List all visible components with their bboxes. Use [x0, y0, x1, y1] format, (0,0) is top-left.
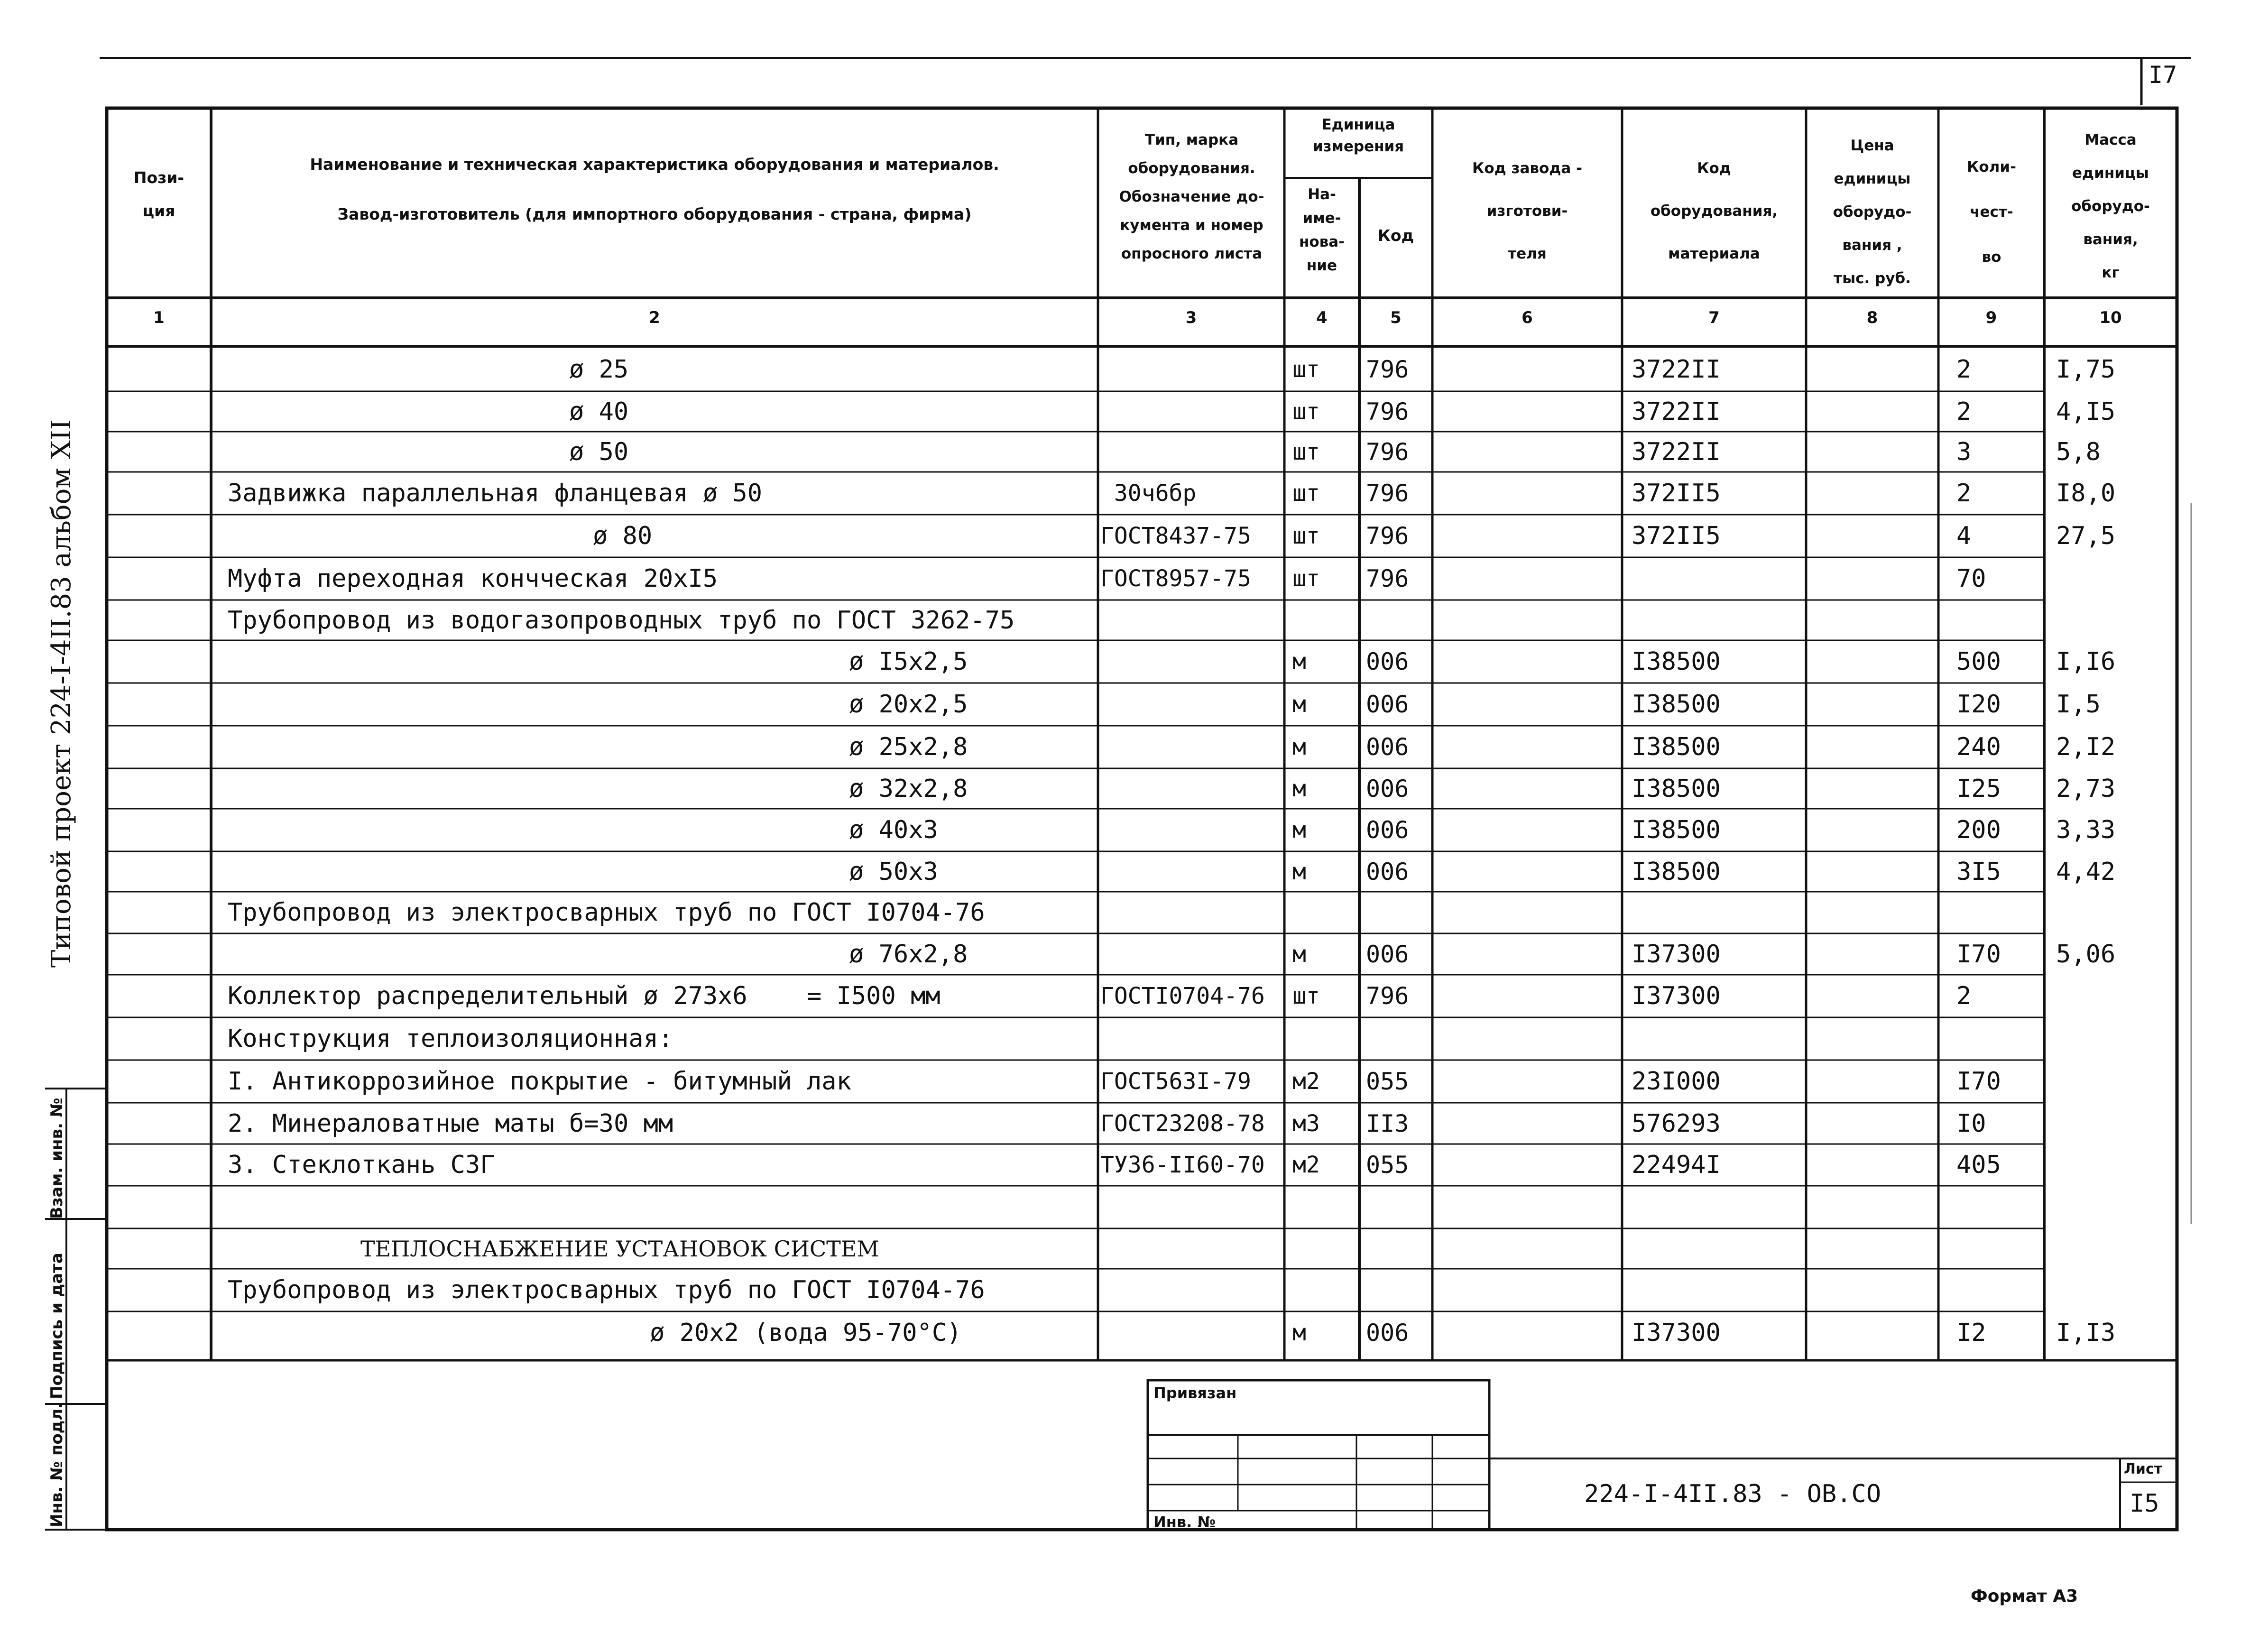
row-code: II3	[1366, 1109, 1409, 1137]
row-code: 006	[1366, 1319, 1409, 1347]
sheet-corner-number: I7	[2149, 61, 2177, 89]
row-mat: 3722II	[1632, 437, 1721, 466]
row-qty: I70	[1956, 1067, 2001, 1096]
row-mat: I38500	[1632, 647, 1721, 676]
row-qty: 2	[1956, 355, 1972, 384]
row-name: ø 40	[569, 397, 629, 426]
row-qty: I0	[1956, 1109, 1986, 1138]
row-code: 006	[1366, 858, 1409, 886]
header-unit-price-line: единицы	[1834, 170, 1911, 187]
column-number: 7	[1708, 308, 1720, 327]
header-type-line: опросного листа	[1121, 245, 1263, 262]
header-quantity-line: чест-	[1970, 203, 2013, 221]
row-qty: 200	[1956, 816, 2001, 844]
header-unit-price-line: вания ,	[1842, 237, 1902, 254]
row-name: ø 32x2,8	[849, 774, 968, 803]
row-unit: шт	[1292, 480, 1320, 507]
row-qty: 500	[1956, 647, 2001, 676]
row-unit: м	[1292, 941, 1306, 968]
row-code: 006	[1366, 775, 1409, 803]
row-mat: I38500	[1632, 857, 1721, 886]
row-type: ГОСТI0704-76	[1100, 983, 1265, 1009]
header-type-line: Обозначение до-	[1119, 188, 1264, 205]
header-unit-name-line: ние	[1306, 257, 1337, 274]
row-name: Трубопровод из электросварных труб по ГОСТ I0704-76	[228, 1276, 985, 1304]
header-unit-price-line: Цена	[1850, 137, 1894, 154]
row-unit: м2	[1292, 1068, 1320, 1095]
header-mass-line: кг	[2102, 264, 2120, 281]
row-qty: 2	[1956, 982, 1972, 1010]
paper-format: Формат А3	[1971, 1587, 2078, 1606]
row-mass: 4,42	[2056, 857, 2116, 886]
row-code: 006	[1366, 816, 1409, 844]
row-mass: I,75	[2056, 355, 2116, 384]
row-unit: м3	[1292, 1110, 1320, 1137]
row-mass: 2,73	[2056, 774, 2116, 803]
column-number: 6	[1522, 308, 1533, 327]
row-unit: м2	[1292, 1152, 1320, 1178]
header-unit-name-line: нова-	[1299, 233, 1345, 250]
header-unit-price	[1807, 129, 1937, 295]
row-type: ТУ36-II60-70	[1100, 1152, 1265, 1178]
row-qty: I2	[1956, 1319, 1986, 1347]
row-mass: 4,I5	[2056, 397, 2116, 426]
header-plant-code-line: теля	[1508, 245, 1547, 262]
row-code: 055	[1366, 1151, 1409, 1179]
row-mat: I37300	[1632, 940, 1721, 969]
row-mat: 3722II	[1632, 397, 1721, 426]
row-code: 796	[1366, 982, 1409, 1010]
header-type	[1100, 126, 1283, 268]
header-material-code-line: материала	[1668, 245, 1760, 262]
row-qty: 405	[1956, 1151, 2001, 1179]
column-number: 2	[649, 308, 660, 327]
row-code: 796	[1366, 480, 1409, 507]
row-name: ТЕПЛОСНАБЖЕНИЕ УСТАНОВОК СИСТЕМ	[360, 1236, 879, 1262]
row-mass: I,I6	[2056, 647, 2116, 676]
column-number: 3	[1185, 308, 1197, 327]
row-mat: 23I000	[1632, 1067, 1721, 1096]
row-name: ø 80	[593, 522, 653, 550]
side-title: Типовой проект 224-I-4II.83 альбом XII	[46, 419, 77, 968]
row-code: 006	[1366, 733, 1409, 761]
row-code: 796	[1366, 397, 1409, 425]
document-code: 224-I-4II.83 - ОВ.СО	[1584, 1480, 1881, 1508]
header-type-line: оборудования.	[1128, 160, 1255, 177]
row-qty: 240	[1956, 733, 2001, 761]
row-name: ø 20x2 (вода 95-70°С)	[650, 1319, 962, 1347]
header-plant-code-line: Код завода -	[1472, 160, 1582, 177]
row-name: I. Антикоррозийное покрытие - битумный лак	[228, 1067, 851, 1096]
row-mat: 22494I	[1632, 1151, 1721, 1179]
row-mass: I,5	[2056, 690, 2101, 719]
header-quantity	[1939, 145, 2044, 280]
row-unit: м	[1292, 858, 1306, 885]
header-quantity-line: Коли-	[1967, 158, 2016, 175]
row-qty: 3I5	[1956, 857, 2001, 886]
row-qty: 2	[1956, 397, 1972, 426]
row-mass: 27,5	[2056, 522, 2116, 550]
row-name: ø 25x2,8	[849, 733, 968, 761]
row-mat: I38500	[1632, 733, 1721, 761]
row-code: 055	[1366, 1068, 1409, 1095]
header-unit-price-line: оборудо-	[1833, 203, 1912, 221]
row-unit: шт	[1292, 438, 1320, 465]
row-code: 006	[1366, 691, 1409, 718]
row-mat: I37300	[1632, 1319, 1721, 1347]
header-type-line: кумента и номер	[1120, 217, 1263, 234]
row-code: 796	[1366, 438, 1409, 466]
header-unit	[1285, 114, 1431, 157]
header-material-code-line: Код	[1697, 160, 1731, 177]
row-name: Конструкция теплоизоляционная:	[228, 1024, 673, 1053]
row-mass: 5,06	[2056, 940, 2116, 969]
row-code: 796	[1366, 355, 1409, 383]
row-mat: 372II5	[1632, 522, 1721, 550]
row-unit: м	[1292, 817, 1306, 843]
row-name: Задвижка параллельная фланцевая ø 50	[228, 479, 763, 508]
row-mat: I38500	[1632, 816, 1721, 844]
sheet-label: Лист	[2124, 1461, 2163, 1477]
row-qty: I70	[1956, 940, 2001, 969]
header-material-code	[1623, 147, 1805, 275]
row-mat: 372II5	[1632, 479, 1721, 508]
column-number: 8	[1866, 308, 1878, 327]
row-type: 30ч6бр	[1100, 480, 1197, 507]
row-type: ГОСТ8437-75	[1100, 523, 1251, 549]
row-unit: м	[1292, 648, 1306, 675]
row-qty: I20	[1956, 690, 2001, 719]
header-position: Пози- ция	[133, 168, 184, 220]
header-unit-name-line: На-	[1308, 186, 1336, 203]
header-plant-code	[1433, 147, 1621, 275]
row-mass: I,I3	[2056, 1319, 2116, 1347]
row-mass: I8,0	[2056, 479, 2116, 508]
stamp-inventory-label: Инв. №	[1153, 1513, 1216, 1531]
column-number: 5	[1390, 308, 1402, 327]
header-mass	[2045, 123, 2176, 289]
row-name: Трубопровод из водогазопроводных труб по ГОСТ 3262-75	[228, 606, 1015, 635]
row-mat: I37300	[1632, 982, 1721, 1010]
row-name: 3. Стеклоткань СЗГ	[228, 1151, 495, 1179]
header-plant-code-line: изготови-	[1486, 203, 1568, 220]
row-qty: 4	[1956, 522, 1972, 550]
header-mass-line: вания,	[2083, 231, 2138, 248]
row-code: 796	[1366, 565, 1409, 592]
row-name: 2. Минераловатные маты б=30 мм	[228, 1109, 673, 1138]
header-unit-code: Код	[1377, 226, 1414, 245]
header-material-code-line: оборудования,	[1650, 203, 1778, 220]
column-number: 4	[1316, 308, 1328, 327]
row-unit: м	[1292, 1320, 1306, 1346]
row-type: ГОСТ23208-78	[1100, 1110, 1265, 1137]
row-mat: I38500	[1632, 690, 1721, 719]
row-mat: 576293	[1632, 1109, 1721, 1138]
row-mat: I38500	[1632, 774, 1721, 803]
side-stamp-original-inv: Инв. № подл.	[47, 1402, 66, 1527]
row-name: Коллектор распределительный ø 273х6 = I500 мм	[228, 982, 941, 1010]
header-unit-line: измерения	[1312, 138, 1404, 155]
row-unit: шт	[1292, 983, 1320, 1009]
row-qty: 2	[1956, 479, 1972, 508]
side-stamp-replaced-inv: Взам. инв. №	[47, 1098, 66, 1219]
row-unit: шт	[1292, 398, 1320, 425]
row-code: 006	[1366, 648, 1409, 675]
header-mass-line: единицы	[2072, 165, 2149, 182]
row-mass: 5,8	[2056, 437, 2101, 466]
sheet-number: I5	[2130, 1489, 2159, 1518]
header-unit-name	[1285, 183, 1358, 277]
header-unit-line: Единица	[1321, 116, 1395, 133]
stamp-bound-label: Привязан	[1153, 1384, 1237, 1402]
row-mat: 3722II	[1632, 355, 1721, 384]
header-unit-name-line: име-	[1302, 210, 1341, 227]
row-type: ГОСТ8957-75	[1100, 565, 1251, 592]
row-qty: I25	[1956, 774, 2001, 803]
row-qty: 3	[1956, 437, 1972, 466]
row-type: ГОСТ563I-79	[1100, 1068, 1251, 1095]
header-mass-line: оборудо-	[2071, 198, 2150, 215]
row-mass: 3,33	[2056, 816, 2116, 844]
row-name: ø 50x3	[849, 857, 938, 886]
row-unit: шт	[1292, 523, 1320, 549]
row-mass: 2,I2	[2056, 733, 2116, 761]
side-stamp-signature-date: Подпись и дата	[47, 1253, 66, 1399]
header-name-line2: Завод-изготовитель (для импортного оборудования - страна, фирма)	[337, 205, 972, 223]
row-name: ø 76x2,8	[849, 940, 968, 969]
header-type-line: Тип, марка	[1144, 131, 1239, 148]
row-unit: шт	[1292, 356, 1320, 383]
row-unit: м	[1292, 775, 1306, 802]
row-unit: м	[1292, 734, 1306, 760]
column-number: 9	[1985, 308, 1997, 327]
row-name: ø 20x2,5	[849, 690, 968, 719]
header-name-line1: Наименование и техническая характеристика оборудования и материалов.	[310, 155, 999, 174]
row-name: Трубопровод из электросварных труб по ГОСТ I0704-76	[228, 898, 985, 927]
column-number: 10	[2099, 308, 2122, 327]
header-quantity-line: во	[1982, 249, 2001, 266]
header-unit-price-line: тыс. руб.	[1834, 270, 1911, 287]
row-qty: 70	[1956, 564, 1986, 593]
row-code: 796	[1366, 522, 1409, 550]
row-name: ø I5x2,5	[849, 647, 968, 676]
row-code: 006	[1366, 940, 1409, 968]
row-name: ø 50	[569, 437, 629, 466]
row-unit: м	[1292, 691, 1306, 718]
header-mass-line: Масса	[2084, 131, 2137, 148]
row-name: Муфта переходная кончческая 20хI5	[228, 564, 718, 593]
row-name: ø 25	[569, 355, 629, 384]
row-unit: шт	[1292, 565, 1320, 592]
row-name: ø 40x3	[849, 816, 938, 844]
column-number: 1	[153, 308, 165, 327]
